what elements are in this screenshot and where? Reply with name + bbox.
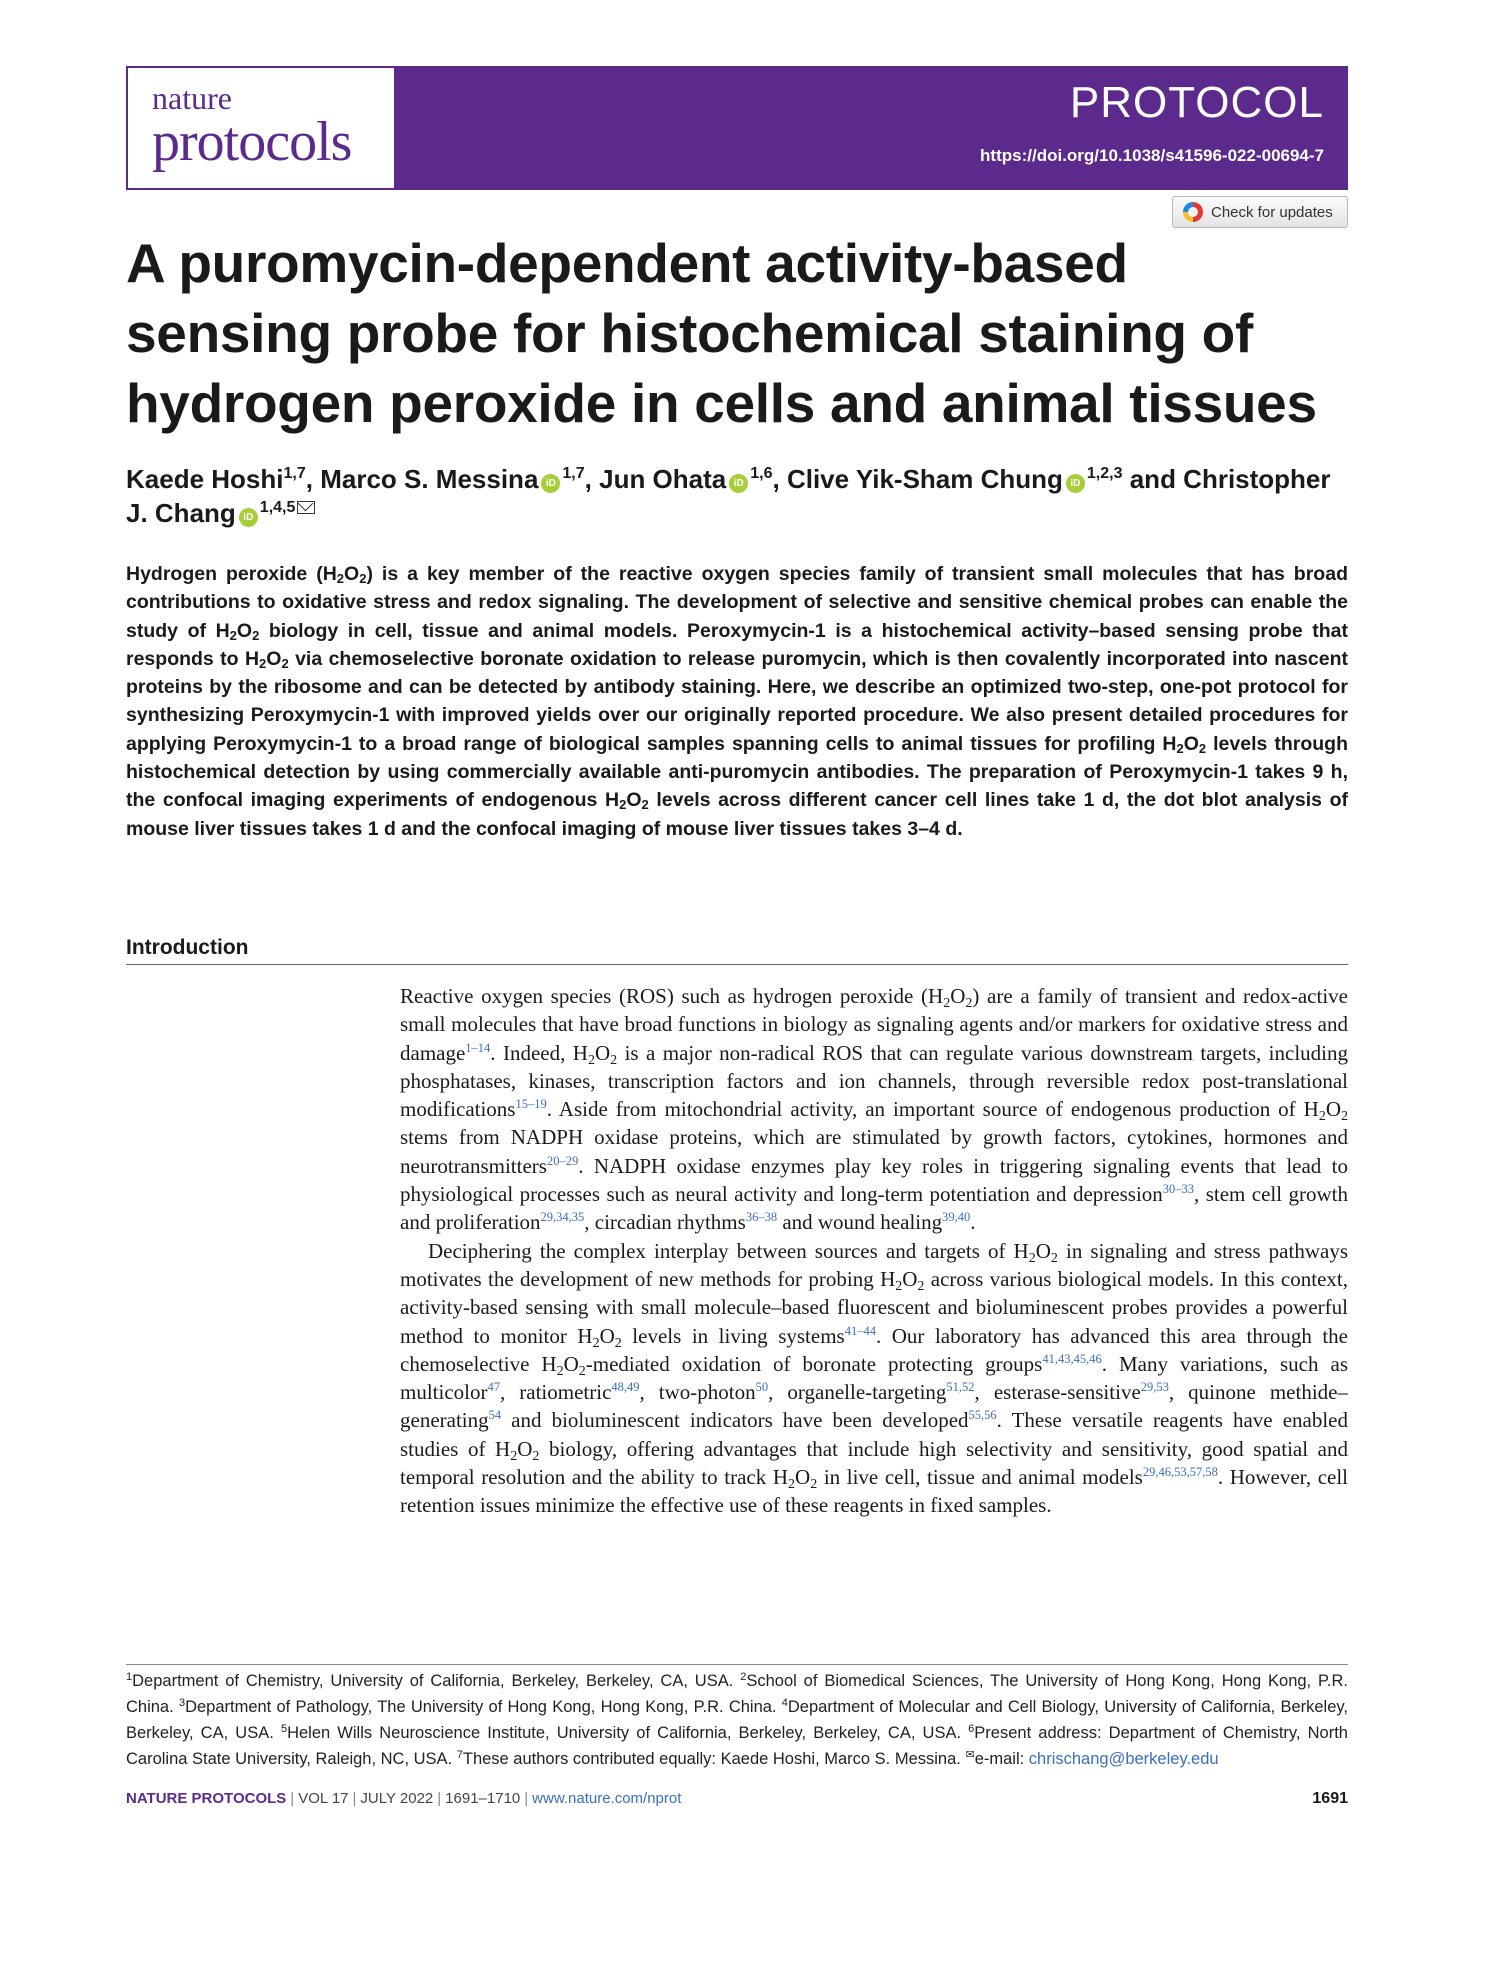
text-run: biology, offering advantages that include high selectivity and sensitivity, good spatial and temporal resolution and the ability to track H [400,1436,1348,1490]
text-run: . Our laboratory has advanced this area through the chemoselective H [400,1323,1349,1376]
reference-superscript[interactable]: 41,43,45,46 [1042,1351,1102,1366]
text-run: , organelle-targeting [768,1380,947,1405]
journal-header-bar [126,66,1348,190]
text-run: levels through histochemical detection by using commercially available anti-puromycin antibodies. The preparation of Peroxymycin-1 takes 9 h, the confocal imaging experiments of endogenous H [126,732,1348,812]
text-run: Helen Wills Neuroscience Institute, University of California, Berkeley, Berkeley, CA, USA. [287,1724,969,1742]
text-run: O [1035,1238,1051,1263]
text-run: . Indeed, H [490,1040,588,1065]
subscript: 2 [1176,740,1184,756]
text-run: ) is a key member of the reactive oxygen species family of transient small molecules that has broad contributions to oxidative stress and redox signaling. The development of selective and sensitive chemical probes can enable the study of H [126,563,1348,642]
paragraph [400,1237,1348,1520]
logo-nature-text: nature [152,80,232,116]
author-affiliation: 1,7 [283,465,306,482]
subscript: 2 [610,1052,618,1068]
subscript: 2 [641,797,649,813]
check-for-updates-button[interactable] [1172,196,1348,228]
text-run: Department of Chemistry, University of California, Berkeley, Berkeley, CA, USA. [132,1672,741,1690]
text-run: across various biological models. In this context, activity-based sensing with small molecule–based fluorescent and bioluminescent probes provides a powerful method to monitor H [400,1266,1348,1348]
reference-superscript[interactable]: ✉ [965,1749,975,1761]
text-run: , ratiometric [500,1380,612,1405]
text-run: Deciphering the complex interplay between sources and targets of H [428,1238,1029,1263]
section-divider [126,964,1348,965]
text-run: levels across different cancer cell lines take 1 d, the dot blot analysis of mouse liver tissues takes 1 d and the confocal imaging of mouse liver tissues takes 3–4 d. [126,789,1348,840]
text-run: O [626,789,642,812]
text-run: O [1183,732,1199,755]
text-run: O [599,1323,615,1348]
reference-superscript[interactable]: 20–29 [546,1153,579,1168]
text-run: . Many variations, such as multicolor [400,1351,1348,1405]
introduction-body [400,982,1348,1520]
author-name[interactable]: Marco S. Messina [320,464,539,494]
subscript: 2 [810,1477,818,1493]
author-affiliation: 1,6 [750,465,773,482]
subscript: 2 [532,1448,540,1464]
crossmark-icon [1183,202,1203,222]
reference-superscript[interactable]: 30–33 [1162,1182,1195,1197]
reference-superscript[interactable]: 29,34,35 [540,1210,585,1225]
reference-superscript[interactable]: 48,49 [611,1380,640,1395]
abstract [126,560,1348,843]
reference-superscript[interactable]: 5 [280,1723,288,1735]
affiliations-footnote [126,1668,1348,1772]
reference-superscript[interactable]: 1–14 [465,1040,491,1055]
reference-superscript[interactable]: 47 [487,1380,500,1395]
subscript: 2 [1341,1109,1348,1125]
text-run: Hydrogen peroxide (H [126,563,337,585]
text-run: O [902,1266,918,1291]
orcid-icon[interactable]: iD [239,508,258,527]
footer-date: JULY 2022 [360,1790,434,1807]
reference-superscript[interactable]: 55,56 [968,1408,997,1423]
subscript: 2 [788,1477,796,1493]
page-number: 1691 [1312,1790,1348,1807]
envelope-icon[interactable] [297,501,315,514]
subscript: 2 [614,1335,622,1351]
subscript: 2 [510,1448,518,1464]
reference-superscript[interactable]: 29,53 [1140,1380,1169,1395]
text-run: . These versatile reagents have enabled studies of H [400,1408,1348,1461]
footer-url[interactable]: www.nature.com/nprot [532,1790,682,1807]
text-run: biology in cell, tissue and animal models. Peroxymycin-1 is a histochemical activity–based sensing probe that responds to H [126,619,1348,670]
text-run: O [563,1351,579,1376]
reference-superscript[interactable]: 7 [456,1749,463,1761]
reference-superscript[interactable]: 3 [178,1697,186,1709]
text-run: Present address: Department of Chemistry, North Carolina State University, Raleigh, NC, USA. [126,1724,1348,1768]
subscript: 2 [917,1278,925,1294]
text-run: levels in living systems [621,1323,845,1348]
paragraph [400,982,1348,1237]
subscript: 2 [556,1363,564,1379]
text-run: O [236,619,253,642]
text-run: , stem cell growth and proliferation [400,1182,1349,1235]
subscript: 2 [252,627,260,643]
reference-superscript[interactable]: 4 [781,1697,788,1709]
text-run: O [517,1436,533,1461]
section-heading-introduction: Introduction [126,936,249,959]
footnote-divider [126,1664,1348,1665]
article-type-label: PROTOCOL [1069,78,1324,127]
reference-superscript[interactable]: 39,40 [942,1210,971,1225]
author-conjunction: and [1122,464,1184,494]
journal-logo[interactable] [128,68,394,188]
text-run: , quinone methide–generating [400,1380,1348,1433]
subscript: 2 [587,1052,595,1068]
text-run: O [344,563,360,585]
text-run: Department of Pathology, The University of Hong Kong, Hong Kong, P.R. China. [185,1698,782,1716]
reference-superscript[interactable]: 15–19 [515,1097,547,1112]
subscript: 2 [1050,1250,1058,1266]
text-run: . [970,1210,976,1235]
text-run: . NADPH oxidase enzymes play key roles in triggering signaling events that lead to physiological processes such as neural activity and long-term potentiation and depression [400,1153,1348,1207]
text-run: School of Biomedical Sciences, The University of Hong Kong, Hong Kong, P.R. China. [126,1672,1348,1716]
page-footer: NATURE PROTOCOLS | VOL 17 | JULY 2022 | 1691–1710 | www.nature.com/nprot 1691 [126,1790,1348,1807]
subscript: 2 [336,571,345,586]
subscript: 2 [619,797,627,813]
text-run: , circadian rhythms [584,1210,746,1235]
subscript: 2 [578,1363,586,1379]
footer-volume: VOL 17 [298,1790,349,1807]
footer-journal: NATURE PROTOCOLS [126,1790,287,1807]
email-link[interactable]: chrischang@berkeley.edu [1028,1750,1219,1768]
author-affiliation: 1,4,5 [259,499,296,516]
orcid-icon[interactable]: iD [1066,474,1085,493]
check-for-updates-label: Check for updates [1211,203,1333,221]
text-run: -mediated oxidation of boronate protecting groups [585,1351,1043,1376]
text-run: O [594,1040,611,1065]
text-run: , two-photon [639,1380,756,1405]
reference-superscript[interactable]: 36–38 [745,1210,778,1225]
reference-superscript[interactable]: 29,46,53,57,58 [1142,1465,1218,1480]
reference-superscript[interactable]: 2 [740,1671,747,1683]
text-run: Reactive oxygen species (ROS) such as hydrogen peroxide (H [400,984,944,1008]
subscript: 2 [1198,740,1207,756]
subscript: 2 [259,655,267,671]
text-run: stems from NADPH oxidase proteins, which are stimulated by growth factors, cytokines, hormones and neurotransmitters [400,1125,1348,1178]
author-affiliation: 1,2,3 [1086,465,1123,482]
subscript: 2 [592,1335,600,1351]
footer-pages: 1691–1710 [445,1790,521,1807]
text-run: . Aside from mitochondrial activity, an important source of endogenous production of H [546,1097,1319,1122]
subscript: 2 [895,1278,903,1294]
article-title: A puromycin-dependent activity-based sensing probe for histochemical staining of hydrogen peroxide in cells and animal tissues [126,232,1317,434]
subscript: 2 [1318,1109,1326,1125]
text-run: O [266,647,282,670]
subscript: 2 [359,571,367,586]
reference-superscript[interactable]: 51,52 [946,1380,975,1395]
author-name[interactable]: Clive Yik-Sham Chung [786,464,1063,494]
subscript: 2 [281,655,289,671]
text-run: is a major non-radical ROS that can regulate various downstream targets, including phosphatases, kinases, transcription factors and ion channels, through reversible redox post-translational modifications [400,1040,1348,1122]
author-affiliation: 1,7 [562,465,585,482]
subscript: 2 [1028,1250,1036,1266]
text-run: via chemoselective boronate oxidation to release puromycin, which is then covalently incorporated into nascent proteins by the ribosome and can be detected by antibody staining. Here, we describe an optimized two-step, one-pot protocol for synthesizing Peroxymycin-1 with improved yields over our originally reported procedure. We also present detailed procedures for applying Peroxymycin-1 to a broad range of biological samples spanning cells to animal tissues for profiling H [126,647,1349,755]
author-list: Kaede Hoshi$^{1,7}$, Marco S. Messina iD$^{1,7}$, Jun Ohata iD$^{1,6}$, Clive Yik-Sham Chung iD$^{1,2,3}$ and Christopher J. Chang iD$^{1,4,5}$ [126,464,1331,528]
reference-superscript[interactable]: 6 [968,1723,975,1735]
text-run: and bioluminescent indicators have been developed [501,1408,969,1433]
orcid-icon[interactable]: iD [729,474,748,493]
text-run: These authors contributed equally: Kaede Hoshi, Marco S. Messina. [462,1750,966,1768]
reference-superscript[interactable]: 1 [126,1671,133,1683]
text-run: Department of Molecular and Cell Biology, University of California, Berkeley, Berkeley, CA, USA. [126,1698,1348,1742]
text-run: O [1325,1097,1341,1122]
text-run: and wound healing [777,1210,943,1235]
subscript: 2 [229,627,237,643]
doi-link[interactable]: https://doi.org/10.1038/s41596-022-00694-7 [980,146,1324,165]
logo-protocols-text: protocols [152,111,352,173]
author-name[interactable]: Jun Ohata [599,464,727,494]
text-run: . However, cell retention issues minimize the effective use of these reagents in fixed samples. [400,1465,1349,1518]
author-name[interactable]: Kaede Hoshi [126,464,284,494]
text-run: O [950,984,966,1008]
text-run: in live cell, tissue and animal models [817,1465,1143,1490]
author-name[interactable]: Christopher J. Chang [126,464,1331,528]
text-run: , esterase-sensitive [974,1380,1141,1405]
text-run: e-mail: [974,1750,1029,1768]
reference-superscript[interactable]: 50 [755,1380,769,1395]
reference-superscript[interactable]: 41–44 [844,1323,876,1338]
text-run: ) are a family of transient and redox-active small molecules that have broad functions in biology as signaling agents and/or markers for oxidative stress and damage [400,984,1348,1065]
subscript: 2 [965,996,973,1011]
text-run: O [795,1465,811,1490]
text-run: in signaling and stress pathways motivates the development of new methods for probing H [400,1238,1348,1291]
reference-superscript[interactable]: 54 [488,1408,502,1423]
subscript: 2 [943,996,951,1011]
orcid-icon[interactable]: iD [541,474,560,493]
